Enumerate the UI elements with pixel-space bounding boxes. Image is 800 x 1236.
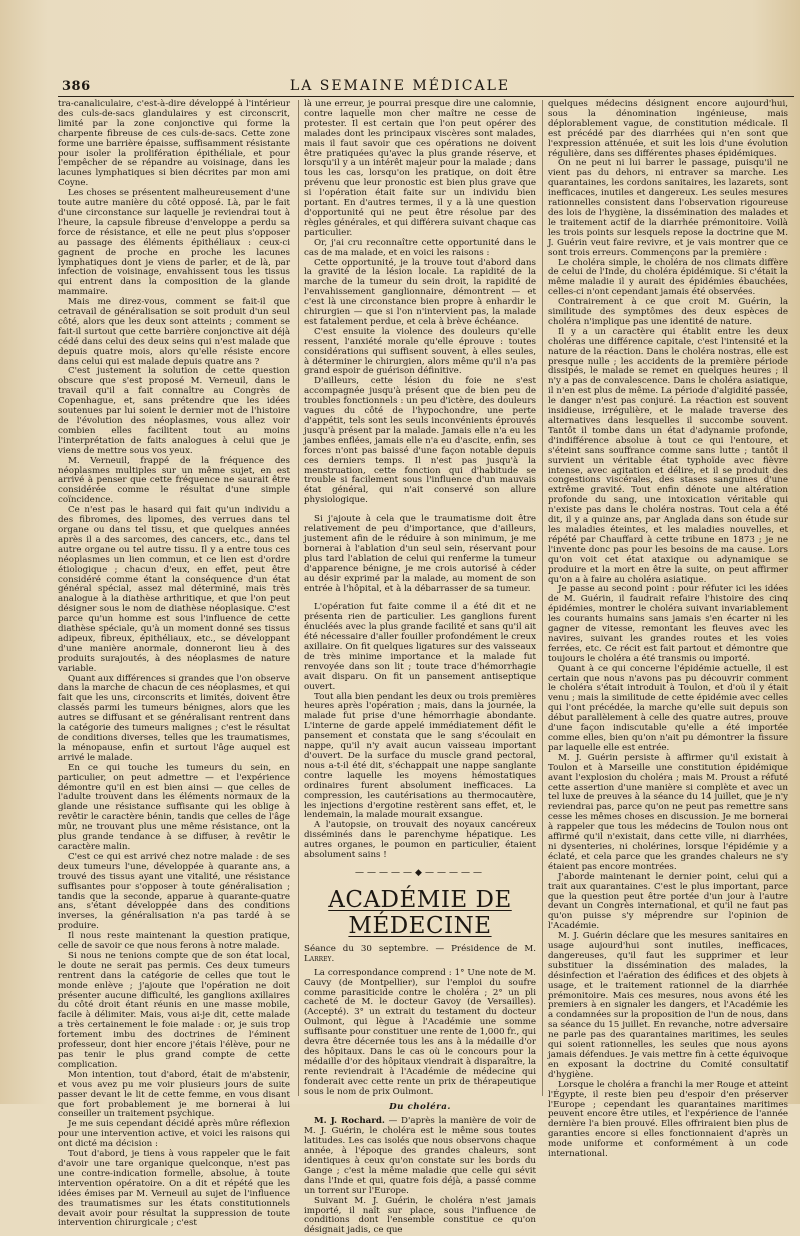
- header-rule: [58, 96, 794, 97]
- paragraph: C'est justement la solution de cette question obscure que s'est proposé M. Verneuil, dans le travail qu'il a fait connaître au Congrès de Copenhague, et, sans prétendre que les idées soutenues par lui soient le dernier mot de l'histoire de l'évolution des néoplasmes, vous allez voir combien elles facilitent tout au moins l'interprétation de faits analogues à celui que je viens de mettre sous vos yeux.: [58, 366, 290, 456]
- paragraph: là une erreur, je pourrai presque dire une calomnie, contre laquelle mon cher maître ne cesse de protester. Il est certain que l'on peut opérer des malades dont les principaux viscères sont malades, mais il faut savoir que ces opérations ne doivent être pratiquées qu'avec la plus grande réserve, et lorsqu'il y a un intérêt majeur pour la malade ; dans tous les cas, lorsqu'on les pratique, on doit être prévenu que leur pronostic est bien plus grave que si l'opération était faite sur un individu bien portant. En d'autres termes, il y a là une question d'opportunité qui ne peut être résolue par des règles générales, et qui différera suivant chaque cas particulier.: [304, 99, 536, 238]
- page-number: 386: [62, 79, 91, 94]
- paragraph: On ne peut ni lui barrer le passage, puisqu'il ne vient pas du dehors, ni entraver sa marche. Les quarantaines, les cordons sanitaires, les lazarets, sont inefficaces, inutiles et dangereux. Les seules mesures rationnelles consistent dans l'observation rigoureuse des lois de l'hygiène, la dissémination des malades et le traitement actif de la diarrhée prémonitoire. Voilà les trois points sur lesquels repose la doctrine que M. J. Guérin veut faire revivre, et je vais montrer que ce sont trois erreurs. Commençons par la première :: [548, 158, 788, 258]
- column-separator: [542, 100, 543, 1096]
- paragraph: M. J. Guérin déclare que les mesures sanitaires en usage aujourd'hui sont inutiles, inefficaces, dangereuses, qu'il faut les supprimer et leur substituer la dissémination des malades, la désinfection et l'aération des édifices et des objets à usage, et le traitement rationnel de la diarrhée prémonitoire. Mais ces mesures, nous avons été les premiers à en signaler les dangers, et l'Académie les a condamnées sur la proposition de l'un de nous, dans sa séance du 15 juillet. En revanche, notre adversaire ne parle pas des quarantaines maritimes, les seules qui soient rationnelles, les seules que nous ayons jamais défendues. Je vais mettre fin à cette équivoque en exposant la doctrine du Comité consultatif d'hygiène.: [548, 931, 788, 1080]
- section-divider-ornament: —————◆—————: [355, 867, 485, 878]
- paragraph: D'ailleurs, cette lésion du foie ne s'est accompagnée jusqu'à présent que de bien peu de troubles fonctionnels : un peu d'ictère, des douleurs vagues du côté de l'hypochondre, une perte d'appétit, tels sont les seuls inconvénients éprouvés jusqu'à présent par la malade. Jamais elle n'a eu les jambes enflées, jamais elle n'a eu d'ascite, enfin, ses forces n'ont pas baissé d'une façon notable depuis ces derniers temps. Il n'est pas jusqu'à la menstruation, cette fonction qui d'habitude se trouble si facilement sous l'influence d'un mauvais état général, qui n'ait conservé son allure physiologique.: [304, 376, 536, 506]
- paragraph: Mon intention, tout d'abord, était de m'abstenir, et vous avez pu me voir plusieurs jours de suite passer devant le lit de cette femme, en vous disant que fort probablement je me bornerai à lui conseiller un traitement psychique.: [58, 1069, 290, 1120]
- paragraph: M. Verneuil, frappé de la fréquence des néoplasmes multiples sur un même sujet, en est arrivé à penser que cette fréquence ne saurait être considérée comme le résultat d'une simple coïncidence.: [58, 455, 290, 506]
- paragraph: Tout d'abord, je tiens à vous rappeler que le fait d'avoir une tare organique quelconque, n'est pas une contre-indication formelle, absolue, à toute intervention opératoire. On a dit et répété que les idées émises par M. Verneuil au sujet de l'influence des traumatismes sur les états constitutionnels devait avoir pour résultat la suppression de toute intervention chirurgicale ; c'est: [58, 1149, 290, 1229]
- paragraph: Or, j'ai cru reconnaître cette opportunité dans le cas de ma malade, et en voici les raisons :: [304, 237, 536, 258]
- column-2: [304, 99, 537, 1236]
- column-3: [548, 99, 788, 1160]
- paragraph: L'opération fut faite comme il a été dit et ne présenta rien de particulier. Les ganglions furent énucléés avec la plus grande facilité et sans qu'il ait été nécessaire d'aller fouiller profondément le creux axillaire. On fit quelques ligatures sur des vaisseaux de très minime importance et la malade fut renvoyée dans son lit ; toute trace d'hémorrhagie avait disparu. On fit un pansement antiseptique ouvert.: [304, 602, 536, 692]
- paragraph: En ce qui touche les tumeurs du sein, en particulier, on peut admettre — et l'expérience démontre qu'il en est bien ainsi — que celles de l'adulte trouvent dans les éléments normaux de la glande une résistance suffisante qui les oblige à revêtir le caractère bénin, tandis que celles de l'âge mûr, ne trouvant plus une même résistance, ont la plus grande tendance à se diffuser, à revêtir le caractère malin.: [58, 762, 290, 852]
- page-header: [0, 0, 800, 100]
- paragraph: Suivant M. J. Guérin, le choléra n'est jamais importé, il naît sur place, sous l'influence de conditions dont l'ensemble constitue ce qu'on désignait jadis, ce que: [304, 1195, 536, 1236]
- seance-line: [304, 945, 536, 965]
- column-separator: [298, 100, 299, 1096]
- running-head: LA SEMAINE MÉDICALE: [289, 78, 511, 94]
- speaker-name: M. J. Rochard.: [314, 1116, 385, 1127]
- paragraph-correspondance: La correspondance comprend : 1° Une note de M. Cauvy (de Montpellier), sur l'emploi du soufre comme parasiticide contre le choléra ; 2° un pli cacheté de M. le docteur Gavoy (de Versailles). (Accepté). 3° un extrait du testament du docteur Oulmont, qui lègue à l'Académie une somme suffisante pour constituer une rente de 1,000 fr., qui devra être décernée tous les ans à la médaille d'or des hôpitaux. Dans le cas où le concours pour la médaille d'or des hôpitaux viendrait à disparaître, la rente reviendrait à l'Académie de médecine qui fonderait avec cette rente un prix de thérapeutique sous le nom de prix Oulmont.: [304, 967, 536, 1097]
- speaker-text: — D'après la manière de voir de M. J. Guérin, le choléra est le même sous toutes latitudes. Les cas isolés que nous observons chaque année, à l'époque des grandes chaleurs, sont identiques à ceux qu'on constate sur les bords du Gange ; c'est la même maladie que celle qui sévit dans l'Inde et qui, quatre fois déjà, a passé comme un torrent sur l'Europe.: [304, 1116, 537, 1196]
- subheading-cholera: Du choléra.: [389, 1102, 451, 1113]
- section-title-academie: ACADÉMIE DE MÉDECINE: [328, 886, 512, 939]
- seance-prefix: Séance du 30 septembre. — Présidence de M.: [304, 943, 536, 954]
- paragraph: Tout alla bien pendant les deux ou trois premières heures après l'opération ; mais, dans la journée, la malade fut prise d'une hémorrhagie abondante. L'interne de garde appelé immédiatement défit le pansement et constata que le sang s'écoulait en nappe, qu'il n'y avait aucun vaisseau important d'ouvert. De la surface du muscle grand pectoral, nous a-t-il été dit, s'échappait une nappe sanglante contre laquelle les moyens hémostatiques ordinaires furent absolument inefficaces. La compression, les cautérisations au thermocautère, les injections d'ergotine restèrent sans effet, et, le lendemain, la malade mourait exsangue.: [304, 691, 536, 821]
- paragraph: A l'autopsie, on trouvait des noyaux cancéreux disséminés dans le parenchyme hépatique. Les autres organes, le poumon en particulier, étaient absolument sains !: [304, 820, 536, 861]
- paragraph: Il y a un caractère qui établit entre les deux choléras une différence capitale, c'est l'intensité et la nature de la réaction. Dans le choléra nostras, elle est presque nulle ; les accidents de la première période dissipés, le malade se remet en quelques heures ; il n'y a pas de convalescence. Dans le choléra asiatique, il n'en est plus de même. La période d'algidité passée, le danger n'est pas conjuré. La réaction est souvent insidieuse, irrégulière, et le malade traverse des alternatives dans lesquelles il succombe souvent. Tantôt il tombe dans un état d'adynamie profonde, d'indifférence absolue à tout ce qui l'entoure, et s'éteint sans souffrance comme sans lutte ; tantôt il survient un véritable état typhoïde avec fièvre intense, avec agitation et délire, et il se produit des congestions viscérales, des stases sanguines d'une extrême gravité. Tout enfin dénote une altération profonde du sang, une intoxication véritable qui n'existe pas dans le choléra nostras. Tout cela a été dit, il y a quinze ans, par Anglada dans son étude sur les maladies éteintes, et les maladies nouvelles, et répété par Chauffard à cette tribune en 1873 ; je ne l'invente donc pas pour les besoins de ma cause. Lors qu'on voit cet état ataxique ou adynamique se produire et la mort en être la suite, on peut affirmer qu'on a à faire au choléra asiatique.: [548, 326, 788, 585]
- paragraph: Le choléra simple, le choléra de nos climats diffère de celui de l'Inde, du choléra épidémique. Si c'était la même maladie il y aurait des épidémies ébauchées, celles-ci n'ont cependant jamais été observées.: [548, 257, 788, 298]
- paragraph: Lorsque le choléra a franchi la mer Rouge et atteint l'Égypte, il reste bien peu d'espoir d'en préserver l'Europe ; cependant les quarantaines maritimes peuvent encore être utiles, et l'expérience de l'année dernière l'a bien prouvé. Elles offriraient bien plus de garanties encore si elles fonctionnaient d'après un mode uniforme et conformément à un code international.: [548, 1079, 788, 1160]
- paragraph: tra-canaliculaire, c'est-à-dire développé à l'intérieur des culs-de-sacs glandulaires y est circonscrit, limité par la zone conjonctive qui forme la charpente fibreuse de ces culs-de-sacs. Cette zone forme une barrière épaisse, suffisamment résistante pour isoler la prolifération épithéliale, et pour l'empêcher de se répandre au voisinage, dans les lacunes lymphatiques si bien décrites par mon ami Coyne.: [58, 99, 290, 189]
- paragraph: J'aborde maintenant le dernier point, celui qui a trait aux quarantaines. C'est le plus important, parce que la question peut être portée d'un jour à l'autre devant un Congrès international, et qu'il ne faut pas qu'on puisse s'y méprendre sur l'opinion de l'Académie.: [548, 871, 788, 932]
- paragraph: Cette opportunité, je la trouve tout d'abord dans la gravité de la lésion locale. La rapidité de la marche de la tumeur du sein droit, la rapidité de l'envahissement ganglionnaire, démontrent — et c'est là une circonstance bien propre à enhardir le chirurgien — que si l'on n'intervient pas, la malade est fatalement perdue, et cela à brève échéance.: [304, 257, 536, 327]
- paragraph: C'est ensuite la violence des douleurs qu'elle ressent, l'anxiété morale qu'elle éprouve : toutes considérations qui suffisent souvent, à elles seules, à déterminer le chirurgien, alors même qu'il n'a pas grand espoir de guérison définitive.: [304, 326, 536, 377]
- paragraph: Si nous ne tenions compte que de son état local, le doute ne serait pas permis. Ces deux tumeurs rentrent dans la catégorie de celles que tout le monde enlève ; j'ajoute que l'opération ne doit présenter aucune difficulté, les ganglions axillaires du côté droit étant réunis en une masse mobile, facile à délimiter. Mais, vous ai-je dit, cette malade a très certainement le foie malade : or, je suis trop fortement imbu des doctrines de l'éminent professeur, dont hier encore j'étais l'élève, pour ne pas tenir le plus grand compte de cette complication.: [58, 950, 290, 1070]
- paragraph: Contrairement à ce que croit M. Guérin, la similitude des symptômes des deux espèces de choléra n'implique pas une identité de nature.: [548, 297, 788, 327]
- seance-president: Larrey.: [304, 953, 335, 964]
- paragraph: M. J. Guérin persiste à affirmer qu'il existait à Toulon et à Marseille une constitution épidémique avant l'explosion du choléra ; mais M. Proust a réfuté cette assertion d'une manière si complète et avec un tel luxe de preuves à la séance du 14 juillet, que je n'y reviendrai pas, parce qu'on ne peut pas remettre sans cesse les mêmes choses en discussion. Je me bornerai à rappeler que tous les médecins de Toulon nous ont affirmé qu'il n'existait, dans cette ville, ni diarrhées, ni dysenteries, ni cholérines, lorsque l'épidémie y a éclaté, et cela parce que les grandes chaleurs ne s'y étaient pas encore montrées.: [548, 752, 788, 872]
- paragraph: Les choses se présentent malheureusement d'une toute autre manière du côté opposé. Là, par le fait d'une circonstance sur laquelle je reviendrai tout à l'heure, la capsule fibreuse d'enveloppe a perdu sa force de résistance, et elle ne peut plus s'opposer au passage des éléments épithéliaux : ceux-ci gagnent de proche en proche les lacunes lymphatiques dont je viens de parler, et de là, par infection de voisinage, envahissent tous les tissus qui entrent dans la composition de la glande mammaire.: [58, 188, 290, 298]
- paragraph: Je me suis cependant décidé après mûre réflexion pour une intervention active, et voici les raisons qui ont dicté ma décision :: [58, 1119, 290, 1150]
- paragraph-rochard: [304, 1117, 536, 1196]
- paragraph: Ce n'est pas le hasard qui fait qu'un individu a des fibromes, des lipomes, des verrues dans tel organe ou dans tel tissu, et que quelques années après il a des sarcomes, des cancers, etc., dans tel autre organe ou tel autre tissu. Il y a entre tous ces néoplasmes un lien commun, et ce lien est d'ordre étiologique ; chacun d'eux, en effet, peut être considéré comme étant la conséquence d'un état général spécial, assez mal déterminé, mais très analogue à la diathèse arthritique, et que l'on peut désigner sous le nom de diathèse néoplasique. C'est parce qu'un homme est sous l'influence de cette diathèse spéciale, qu'à un moment donné ses tissus adipeux, fibreux, épithéliaux, etc., se développant d'une manière anormale, donneront lieu à des produits surajoutés, à des néoplasmes de nature variable.: [58, 505, 290, 674]
- paragraph: Mais me direz-vous, comment se fait-il que cetravail de généralisation se soit produit d'un seul côté, alors que les deux sont atteints ; comment se fait-il surtout que cette barrière conjonctive ait déjà cédé dans celui des deux seins qui n'est malade que depuis quatre mois, alors qu'elle résiste encore dans celui qui est malade depuis quatre ans ?: [58, 297, 290, 367]
- paragraph: Je passe au second point : pour réfuter ici les idées de M. Guérin, il faudrait refaire l'histoire des cinq épidémies, montrer le choléra suivant invariablement les courants humains sans jamais s'en écarter ni les gagner de vitesse, remontant les fleuves avec les navires, suivant les grandes routes et les voies ferrées, etc. Ce récit est fait partout et démontre que toujours le choléra a été transmis ou importé.: [548, 584, 788, 664]
- paragraph: Si j'ajoute à cela que le traumatisme doit être relativement de peu d'importance, que d'ailleurs, justement afin de le réduire à son minimum, je me bornerai à l'ablation d'un seul sein, réservant pour plus tard l'ablation de celui qui renferme la tumeur d'apparence bénigne, je me crois autorisé à céder au désir exprimé par la malade, au moment de son entrée à l'hôpital, et à la débarrasser de sa tumeur.: [304, 514, 536, 594]
- paragraph: Il nous reste maintenant la question pratique, celle de savoir ce que nous ferons à notre malade.: [58, 931, 290, 952]
- column-1: [58, 99, 290, 1229]
- paragraph: C'est ce qui est arrivé chez notre malade : de ses deux tumeurs l'une, développée à quarante ans, a trouvé des tissus ayant une vitalité, une résistance suffisantes pour s'opposer à toute généralisation ; tandis que la seconde, apparue à quarante-quatre ans, s'étant développée dans des conditions inverses, la généralisation n'a pas tardé à se produire.: [58, 851, 290, 932]
- paragraph: quelques médecins désignent encore aujourd'hui, sous la dénomination ingénieuse, mais déplorablement vague, de constitution médicale. Il est précédé par des diarrhées qui n'en sont que l'expression atténuée, et suit les lois d'une évolution régulière, dans ses différentes phases épidémiques.: [548, 99, 788, 159]
- paragraph: Quant à ce qui concerne l'épidémie actuelle, il est certain que nous n'avons pas pu découvrir comment le choléra s'était introduit à Toulon, et d'où il y était venu ; mais la similitude de cette épidémie avec celles qui l'ont précédée, la marche qu'elle suit depuis son début parallèlement à celle des quatre autres, prouve d'une façon indiscutable qu'elle a été importée comme elles, bien qu'on n'ait pu démontrer la fissure par laquelle elle est entrée.: [548, 663, 788, 753]
- paragraph: Quant aux différences si grandes que l'on observe dans la marche de chacun de ces néoplasmes, et qui fait que les uns, circonscrits et limités, doivent être classés parmi les tumeurs bénignes, alors que les autres se diffusant et se généralisant rentrent dans la catégorie des tumeurs malignes ; c'est le résultat de conditions diverses, telles que les traumatismes, la ménopause, enfin et surtout l'âge auquel est arrivé le malade.: [58, 673, 290, 763]
